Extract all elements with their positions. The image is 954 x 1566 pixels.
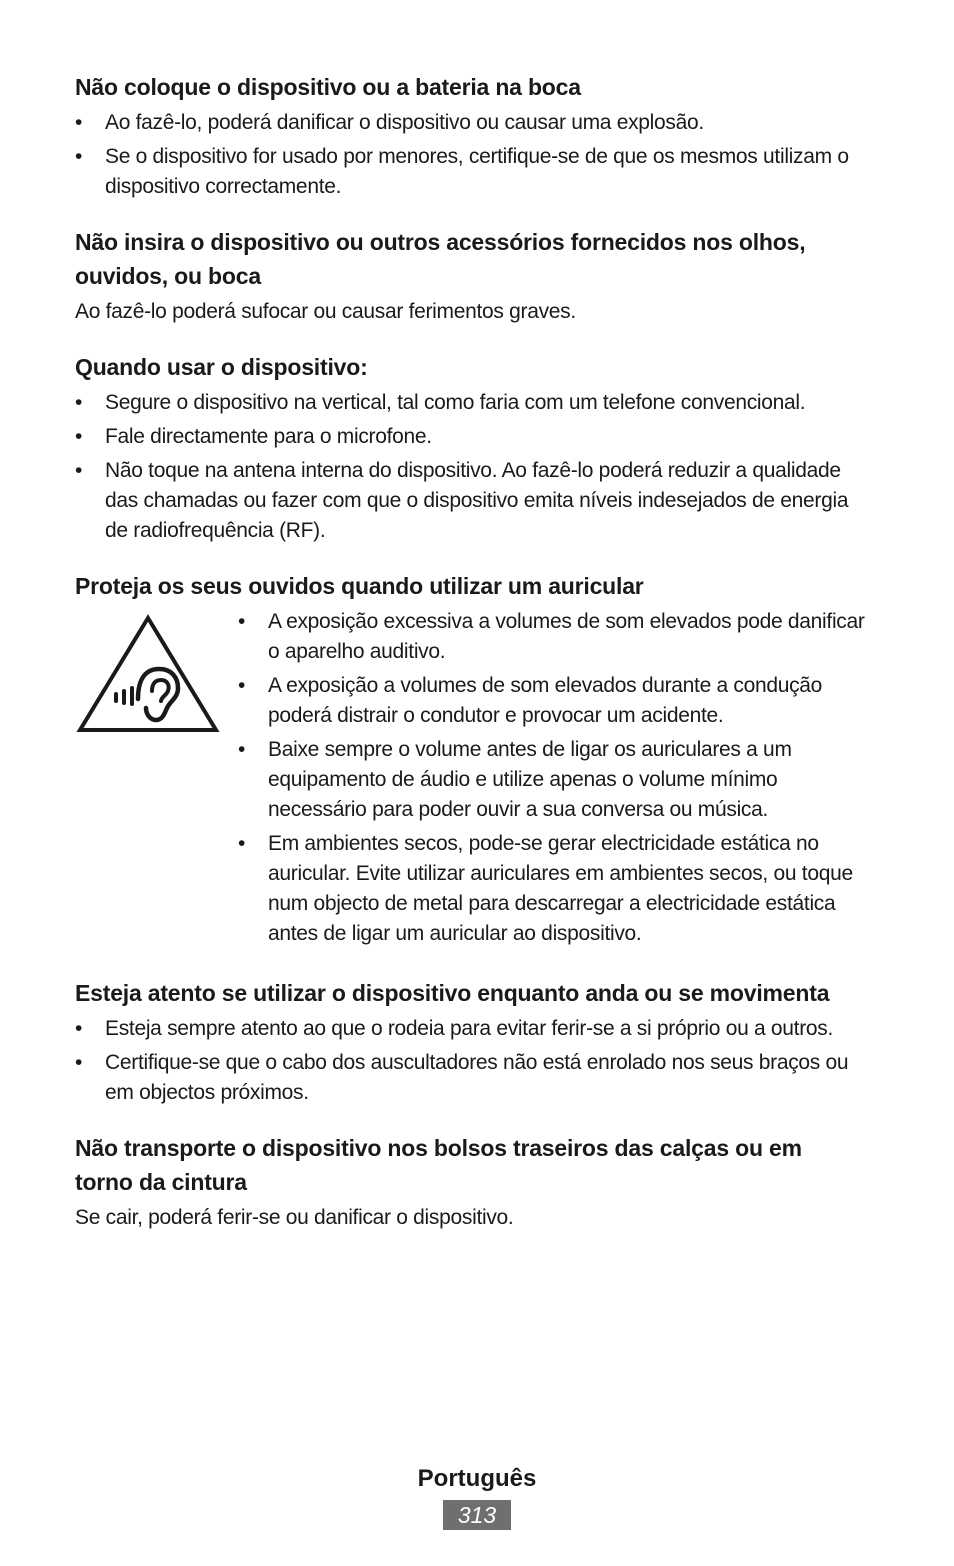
bullet-list xyxy=(75,1014,865,1108)
list-item xyxy=(238,735,865,825)
list-item xyxy=(238,671,865,731)
icon-and-list xyxy=(75,607,865,953)
list-item-text: Baixe sempre o volume antes de ligar os auriculares a um equipamento de áudio e utilize apenas o volume mínimo necessário para poder ouvir a sua conversa ou música. xyxy=(268,738,792,821)
page-number: 313 xyxy=(443,1500,511,1530)
section-body: Ao fazê-lo poderá sufocar ou causar ferimentos graves. xyxy=(75,300,576,323)
list-item-text: Em ambientes secos, pode-se gerar electricidade estática no auricular. Evite utilizar auriculares em ambientes secos, ou toque num objecto de metal para descarregar a electricidade estática antes de ligar um auricular ao dispositivo. xyxy=(268,832,853,945)
list-item xyxy=(75,108,865,138)
list-item-text: Certifique-se que o cabo dos auscultadores não está enrolado nos seus braços ou em objectos próximos. xyxy=(105,1051,849,1104)
section-heading: Quando usar o dispositivo: xyxy=(75,354,368,380)
list-item-text: Não toque na antena interna do dispositivo. Ao fazê-lo poderá reduzir a qualidade das chamadas ou fazer com que o dispositivo emita níveis indesejados de energia de radiofrequência (RF). xyxy=(105,459,849,542)
list-item xyxy=(75,1014,865,1044)
bullet-dot: • xyxy=(75,459,83,482)
list-item xyxy=(75,422,865,452)
footer-language: Português xyxy=(417,1465,537,1492)
list-item xyxy=(238,607,865,667)
section-pockets xyxy=(75,1131,865,1233)
bullet-dot: • xyxy=(238,610,246,633)
bullet-dot: • xyxy=(75,391,83,414)
list-item-text: Segure o dispositivo na vertical, tal como faria com um telefone convencional. xyxy=(105,391,806,414)
bullet-dot: • xyxy=(75,145,83,168)
section-heading: Não coloque o dispositivo ou a bateria na boca xyxy=(75,74,581,100)
section-walking xyxy=(75,976,865,1108)
bullet-list xyxy=(75,108,865,202)
bullet-dot: • xyxy=(238,738,246,761)
list-item xyxy=(75,1048,865,1108)
list-item-text: Fale directamente para o microfone. xyxy=(105,425,432,448)
list-item-text: Ao fazê-lo, poderá danificar o dispositivo ou causar uma explosão. xyxy=(105,111,704,134)
list-item-text: A exposição a volumes de som elevados durante a condução poderá distrair o condutor e provocar um acidente. xyxy=(268,674,823,727)
section-insert xyxy=(75,225,865,327)
list-item xyxy=(238,829,865,949)
page-footer xyxy=(0,1462,954,1530)
bullet-dot: • xyxy=(75,1017,83,1040)
section-heading: Não insira o dispositivo ou outros acessórios fornecidos nos olhos, ouvidos, ou boca xyxy=(75,229,806,289)
bullet-list xyxy=(75,388,865,546)
bullet-dot: • xyxy=(238,832,246,855)
bullet-list xyxy=(238,607,865,953)
section-body: Se cair, poderá ferir-se ou danificar o dispositivo. xyxy=(75,1206,514,1229)
bullet-dot: • xyxy=(238,674,246,697)
list-item-text: Esteja sempre atento ao que o rodeia para evitar ferir-se a si próprio ou a outros. xyxy=(105,1017,834,1040)
section-heading: Proteja os seus ouvidos quando utilizar um auricular xyxy=(75,573,644,599)
section-heading: Esteja atento se utilizar o dispositivo enquanto anda ou se movimenta xyxy=(75,980,830,1006)
bullet-dot: • xyxy=(75,425,83,448)
list-item-text: Se o dispositivo for usado por menores, certifique-se de que os mesmos utilizam o dispositivo correctamente. xyxy=(105,145,849,198)
list-item xyxy=(75,142,865,202)
list-item xyxy=(75,456,865,546)
hearing-warning-icon xyxy=(75,611,221,737)
page-content xyxy=(75,70,865,1256)
list-item-text: A exposição excessiva a volumes de som elevados pode danificar o aparelho auditivo. xyxy=(268,610,865,663)
section-mouth xyxy=(75,70,865,202)
list-item xyxy=(75,388,865,418)
bullet-dot: • xyxy=(75,1051,83,1074)
section-heading: Não transporte o dispositivo nos bolsos traseiros das calças ou em torno da cintura xyxy=(75,1135,802,1195)
section-usage xyxy=(75,350,865,546)
bullet-dot: • xyxy=(75,111,83,134)
section-hearing xyxy=(75,569,865,953)
